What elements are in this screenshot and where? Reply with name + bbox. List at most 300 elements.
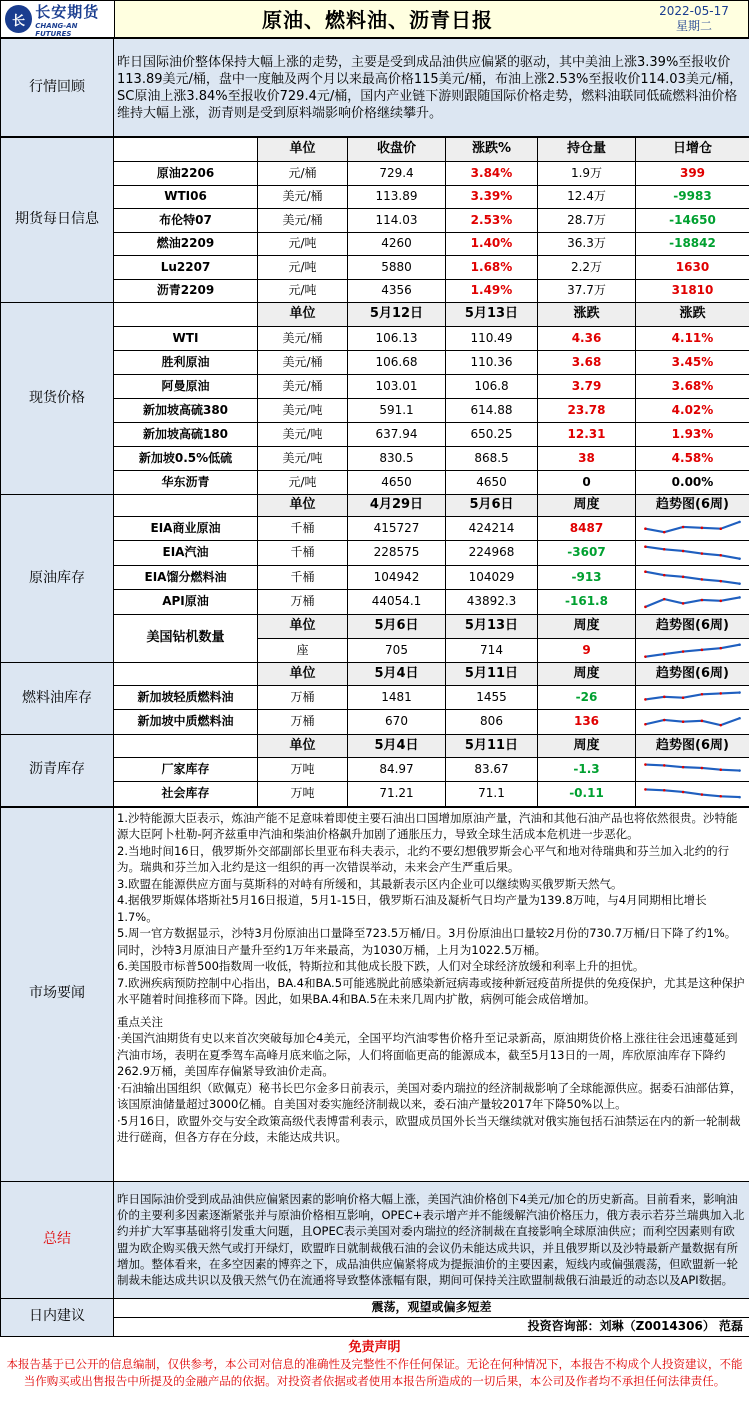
daily-oi-change: 31810	[636, 279, 749, 303]
disclaimer-text: 本报告基于已公开的信息编制，仅供参考，本公司对信息的准确性及完整性不作任何保证。无论在何种情况下，本报告不构成个人投资建议，不能当作购买或出售报告中所提及的金融产品的依据。对投资者依据或者使用本报告所造成的一切后果，本公司及作者均不承担任何法律责任。	[6, 1356, 743, 1388]
sparkline-point	[701, 599, 704, 602]
sparkline-point	[719, 580, 722, 583]
change-pct: 1.93%	[636, 423, 749, 447]
crude-inventory-label: 原油库存	[1, 495, 114, 663]
column-header: 持仓量	[538, 138, 636, 162]
unit: 美元/桶	[258, 327, 348, 351]
sparkline-point	[644, 546, 647, 549]
change-pct: 3.68%	[636, 375, 749, 399]
value-week1: 71.21	[348, 782, 446, 806]
sparkline-point	[719, 795, 722, 798]
fuel-inventory-section	[1, 662, 749, 734]
rig-count-name: 美国钻机数量	[114, 614, 258, 662]
column-header: 日增仓	[636, 138, 749, 162]
inventory-name: EIA馏分燃料油	[114, 565, 258, 589]
price-day1: 4650	[348, 471, 446, 495]
futures-section	[1, 138, 749, 303]
focus-item: ·美国汽油期货有史以来首次突破每加仑4美元，全国平均汽油零售价格升至记录新高，原油期货价格上涨往往会迅速蔓延到汽油市场，表明在夏季驾车高峰月底来临之际，人们将面临更高的能源成本，截至5月13日的一周，库欣原油库存下降约262.9万桶，美国库存偏紧导致油价走高。	[117, 1031, 738, 1079]
change-abs: 38	[538, 447, 636, 471]
sparkline-point	[663, 696, 666, 699]
sparkline-point	[644, 698, 647, 701]
sparkline-point	[738, 691, 741, 694]
change-abs: 12.31	[538, 423, 636, 447]
table-row	[1, 757, 749, 781]
weekly-change: -0.11	[538, 782, 636, 806]
column-header: 涨跌	[636, 303, 749, 327]
column-header: 5月4日	[348, 662, 446, 685]
weekly-change: -913	[538, 565, 636, 589]
table-row	[1, 232, 749, 256]
value-week1: 415727	[348, 517, 446, 541]
change-abs: 3.68	[538, 351, 636, 375]
trend-chart	[636, 782, 749, 806]
sparkline-point	[701, 693, 704, 696]
sparkline-point	[682, 696, 685, 699]
focus-item: ·石油输出国组织（欧佩克）秘书长巴尔金多日前表示，美国对委内瑞拉的经济制裁影响了全球能源供应。据委石油部估算，该国原油储量超过3000亿桶。自美国对委实施经济制裁以来，委石油产量较2017年下降50%以上。	[117, 1080, 742, 1112]
header-blank	[114, 138, 258, 162]
sparkline-point	[701, 527, 704, 530]
open-interest: 2.2万	[538, 256, 636, 280]
daily-oi-change: -18842	[636, 232, 749, 256]
trend-chart	[636, 757, 749, 781]
inventory-name: EIA汽油	[114, 541, 258, 565]
trend-sparkline	[639, 640, 746, 661]
news-content	[114, 807, 749, 1181]
sparkline-point	[719, 600, 722, 603]
sparkline-point	[719, 768, 722, 771]
table-row	[1, 590, 749, 614]
asphalt-inventory-label: 沥青库存	[1, 734, 114, 806]
trend-sparkline	[639, 711, 746, 732]
sparkline-line	[645, 598, 739, 607]
sparkline-point	[663, 548, 666, 551]
change-abs: 4.36	[538, 327, 636, 351]
unit: 万吨	[258, 757, 348, 781]
sparkline-point	[719, 724, 722, 727]
value-week1: 1481	[348, 685, 446, 709]
disclaimer-title: 免责声明	[348, 1339, 401, 1355]
table-row	[1, 351, 749, 375]
trend-sparkline	[639, 783, 746, 804]
price-day1: 637.94	[348, 423, 446, 447]
column-header: 单位	[258, 662, 348, 685]
column-header: 趋势图(6周)	[636, 495, 749, 517]
value-week2: 1455	[446, 685, 538, 709]
sparkline-line	[645, 547, 739, 559]
value-week2: 714	[446, 638, 538, 662]
news-item: 4.据俄罗斯媒体塔斯社5月16日报道，5月1-15日，俄罗斯石油及凝析气日均产量为139.8万吨，与4月同期相比增长1.7%。	[117, 893, 707, 924]
table-row	[1, 471, 749, 495]
header-blank	[114, 495, 258, 517]
instrument-name: 布伦特07	[114, 209, 258, 233]
value-week1: 104942	[348, 565, 446, 589]
review-label: 行情回顾	[1, 39, 114, 137]
table-header-row	[1, 495, 749, 517]
instrument-name: 原油2206	[114, 162, 258, 186]
column-header: 5月12日	[348, 303, 446, 327]
asphalt-inventory-section	[1, 734, 749, 806]
sparkline-point	[719, 692, 722, 695]
column-header: 周度	[538, 734, 636, 757]
table-row	[1, 327, 749, 351]
unit: 千桶	[258, 565, 348, 589]
inventory-name: 社会库存	[114, 782, 258, 806]
company-logo	[1, 1, 115, 37]
disclaimer	[0, 1337, 749, 1392]
trend-sparkline	[639, 591, 746, 612]
price-day2: 614.88	[446, 399, 538, 423]
sparkline-point	[644, 723, 647, 726]
sparkline-point	[682, 550, 685, 553]
sparkline-point	[701, 648, 704, 651]
table-header-row	[1, 138, 749, 162]
sparkline-point	[701, 553, 704, 556]
sparkline-line	[645, 522, 739, 532]
sparkline-point	[738, 521, 741, 524]
unit: 万吨	[258, 782, 348, 806]
sparkline-point	[644, 527, 647, 530]
trend-chart	[636, 638, 749, 662]
value-week2: 806	[446, 710, 538, 734]
column-header: 收盘价	[348, 138, 446, 162]
news-item: 3.欧盟在能源供应方面与莫斯科的对峙有所缓和，其最新表示区内企业可以继续购买俄罗斯天然气。	[117, 876, 623, 891]
unit: 美元/吨	[258, 423, 348, 447]
column-header: 5月13日	[446, 614, 538, 638]
price-day1: 591.1	[348, 399, 446, 423]
value-week1: 670	[348, 710, 446, 734]
column-header: 单位	[258, 614, 348, 638]
logo-cn-text: 长安期货	[35, 2, 100, 21]
unit: 美元/桶	[258, 351, 348, 375]
futures-label: 期货每日信息	[1, 138, 114, 303]
price-day2: 868.5	[446, 447, 538, 471]
unit: 万桶	[258, 710, 348, 734]
value-week1: 228575	[348, 541, 446, 565]
header-blank	[114, 734, 258, 757]
daily-oi-change: 1630	[636, 256, 749, 280]
sparkline-point	[738, 717, 741, 720]
table-row	[1, 162, 749, 186]
sparkline-line	[645, 764, 739, 770]
sparkline-point	[663, 531, 666, 534]
table-row	[1, 447, 749, 471]
trend-chart	[636, 541, 749, 565]
logo-mark-icon: 长	[5, 5, 32, 33]
close-price: 5880	[348, 256, 446, 280]
change-pct: 4.58%	[636, 447, 749, 471]
value-week2: 224968	[446, 541, 538, 565]
table-row	[1, 423, 749, 447]
price-day1: 106.68	[348, 351, 446, 375]
price-day2: 106.8	[446, 375, 538, 399]
close-price: 729.4	[348, 162, 446, 186]
table-row	[1, 710, 749, 734]
sparkline-point	[738, 796, 741, 799]
fuel-inventory-label: 燃料油库存	[1, 662, 114, 734]
instrument-name: 燃油2209	[114, 232, 258, 256]
weekly-change: -3607	[538, 541, 636, 565]
column-header: 趋势图(6周)	[636, 614, 749, 638]
trend-chart	[636, 590, 749, 614]
advice-text: 震荡，观望或偏多短差	[114, 1298, 749, 1317]
focus-title: 重点关注	[117, 1014, 163, 1029]
spot-name: 新加坡0.5%低硫	[114, 447, 258, 471]
column-header: 单位	[258, 495, 348, 517]
logo-en-text: CHANG-AN FUTURES	[35, 21, 78, 38]
summary-text: 昨日国际油价受到成品油供应偏紧因素的影响价格大幅上涨，美国汽油价格创下4美元/加仑的历史新高。目前看来，影响油价的主要利多因素逐渐紧张并与原油价格相互影响，OPEC+表示增产并不能缓解汽油价格压力，俄方表示若芬兰瑞典加入北约并扩大军事基础将引发重大问题，且OPEC表示美国对委内瑞拉的经济制裁在直接影响全球原油供应；而利空因素则有欧盟为欧企购买俄天然气或打开绿灯，欧盟昨日就制裁俄石油的会议仍未能达成共识，并且俄罗斯以及沙特最新产量数据有所增加。整体看来，在多空因素的博弈之下，成品油供应偏紧将成为提振油价的主要因素，短线内或偏强震荡，但欧盟新一轮制裁未能达成共识以及俄天然气仍在流通将导致整体涨幅有限，期间可保持关注欧盟制裁俄石油最近的动态以及API数据。	[114, 1181, 749, 1298]
sparkline-point	[701, 793, 704, 796]
report-header	[0, 0, 749, 38]
change-pct: 3.84%	[446, 162, 538, 186]
column-header: 周度	[538, 662, 636, 685]
column-header: 趋势图(6周)	[636, 662, 749, 685]
sparkline-point	[663, 574, 666, 577]
close-price: 4356	[348, 279, 446, 303]
table-header-row	[1, 662, 749, 685]
column-header: 趋势图(6周)	[636, 734, 749, 757]
sparkline-line	[645, 571, 739, 583]
column-header: 5月6日	[348, 614, 446, 638]
inventory-name: EIA商业原油	[114, 517, 258, 541]
column-header: 涨跌	[538, 303, 636, 327]
unit: 元/桶	[258, 162, 348, 186]
value-week2: 104029	[446, 565, 538, 589]
column-header: 单位	[258, 734, 348, 757]
unit: 美元/桶	[258, 209, 348, 233]
weekly-change: 8487	[538, 517, 636, 541]
analyst-credit: 投资咨询部：刘琳（Z0014306） 范磊	[114, 1317, 749, 1336]
trend-sparkline	[639, 542, 746, 563]
unit: 元/吨	[258, 256, 348, 280]
instrument-name: Lu2207	[114, 256, 258, 280]
table-header-row	[1, 734, 749, 757]
sparkline-point	[701, 766, 704, 769]
unit: 千桶	[258, 517, 348, 541]
column-header: 5月13日	[446, 303, 538, 327]
spot-name: 新加坡高硫180	[114, 423, 258, 447]
sparkline-point	[644, 655, 647, 658]
weekly-change: 136	[538, 710, 636, 734]
inventory-name: API原油	[114, 590, 258, 614]
column-header: 周度	[538, 495, 636, 517]
table-row	[1, 685, 749, 709]
table-row	[1, 541, 749, 565]
price-day2: 110.36	[446, 351, 538, 375]
news-label: 市场要闻	[1, 807, 114, 1181]
inventory-name: 新加坡轻质燃料油	[114, 685, 258, 709]
inventory-name: 新加坡中质燃料油	[114, 710, 258, 734]
value-week2: 71.1	[446, 782, 538, 806]
weekly-change: 9	[538, 638, 636, 662]
news-item: 7.欧洲疾病预防控制中心指出，BA.4和BA.5可能逃脱此前感染新冠病毒或接种新冠疫苗所提供的免疫保护，尤其是这种保护水平随着时间推移而下降。因此，如果BA.4和BA.5在未来几周内扩散，病例可能会成倍增加。	[117, 975, 745, 1007]
daily-oi-change: -14650	[636, 209, 749, 233]
weekly-change: -161.8	[538, 590, 636, 614]
trend-sparkline	[639, 518, 746, 539]
sparkline-point	[719, 527, 722, 530]
sparkline-point	[682, 650, 685, 653]
unit: 千桶	[258, 541, 348, 565]
column-header: 5月11日	[446, 662, 538, 685]
price-day1: 103.01	[348, 375, 446, 399]
unit: 元/吨	[258, 279, 348, 303]
advice-label: 日内建议	[1, 1298, 114, 1336]
value-week1: 705	[348, 638, 446, 662]
sparkline-point	[663, 598, 666, 601]
crude-inventory-section	[1, 495, 749, 663]
unit: 元/吨	[258, 232, 348, 256]
header-blank	[114, 662, 258, 685]
trend-sparkline	[639, 567, 746, 588]
spot-name: 胜利原油	[114, 351, 258, 375]
table-row	[1, 399, 749, 423]
review-section	[0, 38, 749, 137]
value-week1: 44054.1	[348, 590, 446, 614]
sparkline-point	[644, 788, 647, 791]
open-interest: 12.4万	[538, 185, 636, 209]
news-item: 1.沙特能源大臣表示，炼油产能不足意味着即使主要石油出口国增加原油产量，汽油和其他石油产品也将依然很贵。沙特能源大臣阿卜杜勒-阿齐兹重申汽油和柴油价格飙升加剧了通胀压力，导致全球生活成本危机进一步恶化。	[117, 810, 738, 842]
sparkline-point	[738, 582, 741, 585]
sparkline-point	[682, 766, 685, 769]
daily-oi-change: -9983	[636, 185, 749, 209]
spot-name: 新加坡高硫380	[114, 399, 258, 423]
sparkline-point	[663, 719, 666, 722]
sparkline-point	[738, 596, 741, 599]
sparkline-line	[645, 719, 739, 726]
focus-item: ·5月16日，欧盟外交与安全政策高级代表博雷利表示，欧盟成员国外长当天继续就对俄实施包括石油禁运在内的新一轮制裁进行磋商，但各方存在分歧，未能达成共识。	[117, 1113, 741, 1145]
column-header: 5月11日	[446, 734, 538, 757]
table-row	[1, 517, 749, 541]
sparkline-point	[644, 570, 647, 573]
trend-chart	[636, 517, 749, 541]
unit: 美元/吨	[258, 447, 348, 471]
value-week2: 43892.3	[446, 590, 538, 614]
table-row	[1, 279, 749, 303]
spot-name: 华东沥青	[114, 471, 258, 495]
value-week2: 424214	[446, 517, 538, 541]
header-blank	[114, 303, 258, 327]
column-header: 周度	[538, 614, 636, 638]
table-row	[1, 256, 749, 280]
price-day2: 110.49	[446, 327, 538, 351]
report-title: 原油、燃料油、沥青日报	[262, 8, 493, 32]
table-row	[1, 185, 749, 209]
price-day1: 106.13	[348, 327, 446, 351]
sparkline-point	[682, 526, 685, 529]
sparkline-line	[645, 644, 739, 656]
column-header: 涨跌%	[446, 138, 538, 162]
unit: 万桶	[258, 590, 348, 614]
change-pct: 3.45%	[636, 351, 749, 375]
unit: 美元/吨	[258, 399, 348, 423]
change-pct: 2.53%	[446, 209, 538, 233]
sparkline-point	[644, 763, 647, 766]
table-row	[1, 565, 749, 589]
change-abs: 3.79	[538, 375, 636, 399]
unit: 元/吨	[258, 471, 348, 495]
value-week2: 83.67	[446, 757, 538, 781]
change-abs: 23.78	[538, 399, 636, 423]
sparkline-line	[645, 790, 739, 798]
unit: 万桶	[258, 685, 348, 709]
open-interest: 28.7万	[538, 209, 636, 233]
unit: 美元/桶	[258, 375, 348, 399]
change-pct: 1.49%	[446, 279, 538, 303]
weekly-change: -1.3	[538, 757, 636, 781]
price-day1: 830.5	[348, 447, 446, 471]
change-pct: 1.68%	[446, 256, 538, 280]
sparkline-point	[738, 643, 741, 646]
trend-sparkline	[639, 759, 746, 780]
change-pct: 1.40%	[446, 232, 538, 256]
news-item: 6.美国股市标普500指数周一收低，特斯拉和其他成长股下跌，人们对全球经济放缓和利率上升的担忧。	[117, 959, 645, 974]
sparkline-point	[663, 652, 666, 655]
trend-sparkline	[639, 687, 746, 708]
sparkline-point	[701, 578, 704, 581]
unit: 座	[258, 638, 348, 662]
sparkline-point	[719, 554, 722, 557]
summary-label: 总结	[1, 1181, 114, 1298]
price-day2: 4650	[446, 471, 538, 495]
trend-chart	[636, 710, 749, 734]
table-header-row	[1, 303, 749, 327]
open-interest: 1.9万	[538, 162, 636, 186]
open-interest: 36.3万	[538, 232, 636, 256]
report-date-block	[640, 1, 748, 37]
instrument-name: WTI06	[114, 185, 258, 209]
sparkline-point	[663, 764, 666, 767]
daily-oi-change: 399	[636, 162, 749, 186]
change-pct: 4.02%	[636, 399, 749, 423]
open-interest: 37.7万	[538, 279, 636, 303]
weekly-change: -26	[538, 685, 636, 709]
sparkline-point	[663, 789, 666, 792]
sparkline-point	[682, 575, 685, 578]
trend-chart	[636, 565, 749, 589]
review-text: 昨日国际油价整体保持大幅上涨的走势，主要是受到成品油供应偏紧的驱动，其中美油上涨3.39%至报收价113.89美元/桶，盘中一度触及两个月以来最高价格115美元/桶，布油上涨2.53%至报收价114.03美元/桶，SC原油上涨3.84%至报收价729.4元/桶，国内产业链下游则跟随国际价格走势，燃料油联同低硫燃料油价格维持大幅上涨，沥青则是受到原料端影响价格继续攀升。	[114, 39, 749, 137]
spot-name: 阿曼原油	[114, 375, 258, 399]
sparkline-point	[701, 720, 704, 723]
news-item: 5.周一官方数据显示，沙特3月份原油出口量降至723.5万桶/日。3月份原油出口量较2月份的730.7万桶/日下降了约1%。同时，沙特3月原油日产量升至约1万年来最高，为1030万桶，上月为1022.5万桶。	[117, 926, 737, 957]
sparkline-point	[738, 558, 741, 561]
close-price: 4260	[348, 232, 446, 256]
column-header: 单位	[258, 303, 348, 327]
table-row	[1, 209, 749, 233]
sparkline-point	[682, 721, 685, 724]
sparkline-point	[682, 602, 685, 605]
sparkline-line	[645, 693, 739, 700]
column-header: 5月6日	[446, 495, 538, 517]
table-row	[1, 375, 749, 399]
unit: 美元/桶	[258, 185, 348, 209]
change-pct: 0.00%	[636, 471, 749, 495]
rig-header-row	[1, 614, 749, 638]
news-item: 2.当地时间16日，俄罗斯外交部副部长里亚布科夫表示，北约不要幻想俄罗斯会心平气和地对待瑞典和芬兰加入北约的行为。瑞典和芬兰加入北约是这一组织的再一次错误举动，未来会产生严重后果。	[117, 843, 730, 875]
value-week1: 84.97	[348, 757, 446, 781]
spot-section	[1, 303, 749, 495]
change-pct: 3.39%	[446, 185, 538, 209]
trend-chart	[636, 685, 749, 709]
sparkline-point	[682, 791, 685, 794]
column-header: 4月29日	[348, 495, 446, 517]
sparkline-point	[738, 769, 741, 772]
spot-label: 现货价格	[1, 303, 114, 495]
change-pct: 4.11%	[636, 327, 749, 351]
sparkline-point	[644, 606, 647, 609]
spot-name: WTI	[114, 327, 258, 351]
sparkline-point	[719, 646, 722, 649]
report-date: 2022-05-17	[659, 4, 729, 18]
price-day2: 650.25	[446, 423, 538, 447]
